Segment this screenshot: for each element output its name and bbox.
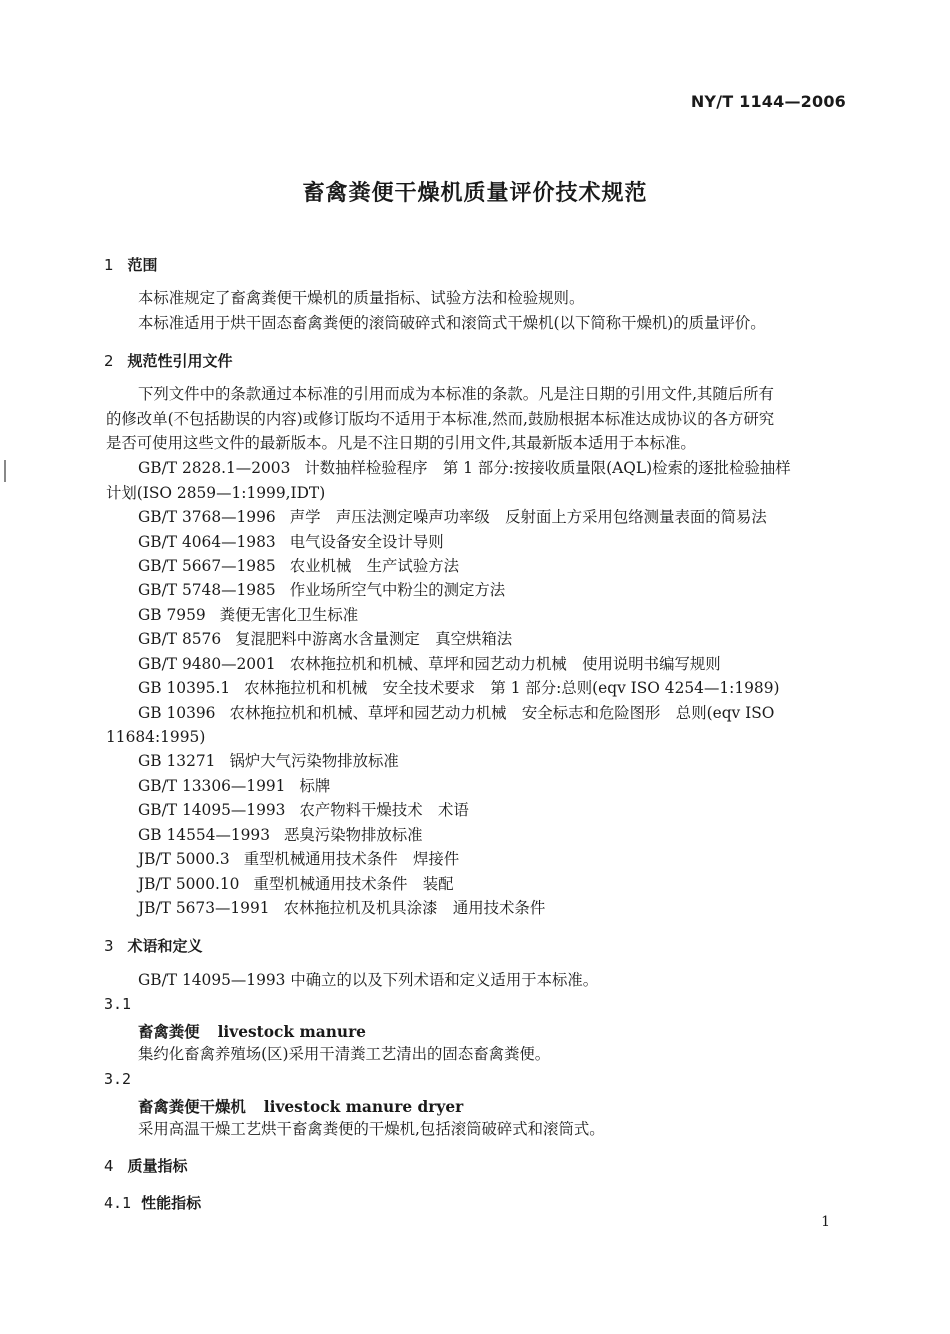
standard-code: NY/T 1144—2006 bbox=[690, 92, 846, 111]
section-title: 规范性引用文件 bbox=[127, 352, 233, 370]
reference-entry bbox=[138, 749, 399, 773]
section-3-heading bbox=[104, 935, 203, 956]
reference-entry bbox=[138, 798, 469, 822]
term-definition: 采用高温干燥工艺烘干畜禽粪便的干燥机,包括滚筒破碎式和滚筒式。 bbox=[138, 1120, 605, 1138]
reference-title: 计数抽样检验程序 第 1 部分:按接收质量限(AQL)检索的逐批检验抽样 bbox=[304, 459, 791, 477]
reference-code: GB/T 13306—1991 bbox=[138, 777, 286, 795]
reference-entry bbox=[138, 872, 454, 896]
term-zh: 畜禽粪便 bbox=[138, 1023, 200, 1041]
reference-code: GB/T 8576 bbox=[138, 630, 222, 648]
reference-title: 农林拖拉机和机械 安全技术要求 第 1 部分:总则(eqv ISO 4254—1:1989) bbox=[244, 679, 780, 697]
term-heading bbox=[138, 1095, 463, 1117]
section-2-heading bbox=[104, 350, 233, 371]
reference-entry bbox=[138, 578, 505, 602]
reference-title: 重型机械通用技术条件 装配 bbox=[253, 875, 454, 893]
section-number: 4 bbox=[104, 1157, 114, 1175]
section-2-intro-line-3: 是否可使用这些文件的最新版本。凡是不注日期的引用文件,其最新版本适用于本标准。 bbox=[106, 434, 696, 452]
reference-code: GB/T 14095—1993 bbox=[138, 801, 286, 819]
reference-code: JB/T 5000.3 bbox=[138, 850, 230, 868]
reference-code: GB 10395.1 bbox=[138, 679, 231, 697]
reference-entry bbox=[138, 676, 780, 700]
section-number: 3 bbox=[104, 937, 114, 955]
reference-title: 粪便无害化卫生标准 bbox=[219, 606, 359, 624]
term-number: 3.2 bbox=[104, 1070, 132, 1088]
reference-continuation: 计划(ISO 2859—1:1999,IDT) bbox=[106, 484, 326, 502]
reference-entry bbox=[138, 847, 459, 871]
section-1-heading bbox=[104, 254, 158, 275]
reference-code: JB/T 5673—1991 bbox=[138, 899, 270, 917]
reference-code: GB 10396 bbox=[138, 704, 216, 722]
reference-title: 声学 声压法测定噪声功率级 反射面上方采用包络测量表面的简易法 bbox=[289, 508, 767, 526]
section-title: 范围 bbox=[127, 256, 158, 274]
reference-code: GB/T 5667—1985 bbox=[138, 557, 276, 575]
term-number: 3.1 bbox=[104, 995, 132, 1013]
section-title: 质量指标 bbox=[127, 1157, 188, 1175]
section-number: 1 bbox=[104, 256, 114, 274]
section-1-para-2: 本标准适用于烘干固态畜禽粪便的滚筒破碎式和滚筒式干燥机(以下简称干燥机)的质量评价。 bbox=[138, 314, 766, 332]
reference-code: GB 13271 bbox=[138, 752, 216, 770]
reference-entry bbox=[138, 603, 358, 627]
reference-title: 农林拖拉机和机械、草坪和园艺动力机械 安全标志和危险图形 总则(eqv ISO bbox=[229, 704, 775, 722]
scan-artifact bbox=[4, 460, 6, 482]
subsection-number: 4.1 bbox=[104, 1194, 132, 1212]
subsection-4-1-heading bbox=[104, 1192, 201, 1213]
reference-code: GB 14554—1993 bbox=[138, 826, 271, 844]
reference-title: 农产物料干燥技术 术语 bbox=[299, 801, 469, 819]
reference-code: GB/T 3768—1996 bbox=[138, 508, 276, 526]
reference-title: 农业机械 生产试验方法 bbox=[289, 557, 459, 575]
reference-entry bbox=[138, 505, 767, 529]
reference-entry bbox=[138, 823, 423, 847]
page-title: 畜禽粪便干燥机质量评价技术规范 bbox=[302, 181, 648, 206]
term-en: livestock manure bbox=[217, 1023, 366, 1041]
section-2-intro-line-1: 下列文件中的条款通过本标准的引用而成为本标准的条款。凡是注日期的引用文件,其随后所有 bbox=[138, 385, 774, 403]
section-1-para-1: 本标准规定了畜禽粪便干燥机的质量指标、试验方法和检验规则。 bbox=[138, 289, 585, 307]
reference-entry bbox=[138, 774, 330, 798]
reference-title: 作业场所空气中粉尘的测定方法 bbox=[289, 581, 506, 599]
term-heading bbox=[138, 1020, 366, 1042]
section-3-intro: GB/T 14095—1993 中确立的以及下列术语和定义适用于本标准。 bbox=[138, 971, 599, 989]
reference-title: 电气设备安全设计导则 bbox=[289, 533, 444, 551]
reference-entry bbox=[138, 627, 512, 651]
reference-title: 标牌 bbox=[299, 777, 331, 795]
reference-continuation: 11684:1995) bbox=[106, 728, 206, 746]
section-title: 术语和定义 bbox=[127, 937, 203, 955]
term-zh: 畜禽粪便干燥机 bbox=[138, 1098, 246, 1116]
reference-code: GB/T 5748—1985 bbox=[138, 581, 276, 599]
section-4-heading bbox=[104, 1155, 188, 1176]
reference-entry bbox=[138, 554, 459, 578]
reference-entry bbox=[138, 701, 774, 725]
term-definition: 集约化畜禽养殖场(区)采用干清粪工艺清出的固态畜禽粪便。 bbox=[138, 1045, 551, 1063]
reference-entry bbox=[138, 652, 721, 676]
section-2-intro-line-2: 的修改单(不包括勘误的内容)或修订版均不适用于本标准,然而,鼓励根据本标准达成协议的各方研究 bbox=[106, 410, 775, 428]
subsection-title: 性能指标 bbox=[141, 1194, 202, 1212]
reference-title: 恶臭污染物排放标准 bbox=[284, 826, 423, 844]
reference-code: GB/T 9480—2001 bbox=[138, 655, 276, 673]
reference-title: 农林拖拉机和机械、草坪和园艺动力机械 使用说明书编写规则 bbox=[289, 655, 721, 673]
page-number: 1 bbox=[821, 1214, 830, 1230]
reference-entry bbox=[138, 896, 545, 920]
reference-title: 农林拖拉机及机具涂漆 通用技术条件 bbox=[283, 899, 546, 917]
reference-code: JB/T 5000.10 bbox=[138, 875, 240, 893]
section-number: 2 bbox=[104, 352, 114, 370]
reference-entry bbox=[138, 456, 791, 480]
reference-code: GB 7959 bbox=[138, 606, 206, 624]
reference-entry bbox=[138, 530, 444, 554]
reference-code: GB/T 4064—1983 bbox=[138, 533, 276, 551]
reference-title: 重型机械通用技术条件 焊接件 bbox=[243, 850, 460, 868]
reference-title: 锅炉大气污染物排放标准 bbox=[229, 752, 399, 770]
reference-code: GB/T 2828.1—2003 bbox=[138, 459, 291, 477]
term-en: livestock manure dryer bbox=[263, 1098, 464, 1116]
reference-title: 复混肥料中游离水含量测定 真空烘箱法 bbox=[235, 630, 513, 648]
